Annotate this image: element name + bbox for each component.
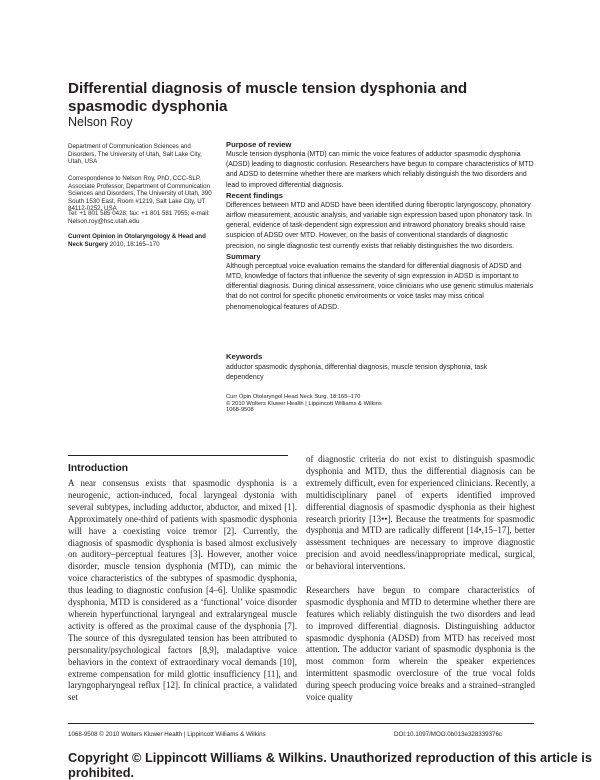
divider-left [68,455,288,456]
journal-volume: 2010, 18:165–170 [109,240,160,248]
introduction-heading: Introduction [68,463,129,474]
citation-line-1: Curr Opin Otolaryngol Head Neck Surg. 18:165–170 [226,394,361,400]
citation-line-3: 1068-9508 [226,407,254,414]
findings-text: Differences between MTD and ADSD have been identified during fiberoptic laryngoscopy, phonatory airflow measurement, acoustic analysis, and variable sign expression based upon phonatory task. In general, evidence of task-dependent sign expression and intraword phonatory breaks should raise suspicion of ADSD over MTD. However, on the basis of conventional standards of diagnostic precision, no single diagnostic test currently exists that reliably distinguishes the two disorders. [226,201,532,250]
body-paragraph: Researchers have begun to compare characteristics of spasmodic dysphonia and MTD to determine whether there are features which reliably distinguish the two disorders and lead to improved differential diagnosis. Distinguishing adductor spasmodic dysphonia (ADSD) from MTD has received most attention. The adductor variant of spasmodic dysphonia is the most common form wherein the speaker experiences intermittent spasmodic overclosure of the true vocal folds during speech producing voice breaks and a strained–strangled voice quality [306,584,535,703]
body-column-right [306,454,535,704]
author-name: Nelson Roy [68,115,133,129]
abstract [226,140,534,313]
purpose-heading: Purpose of review [226,140,292,149]
journal-name: Current Opinion in Otolaryngology & Head and Neck Surgery [68,233,206,248]
purpose-text: Muscle tension dysphonia (MTD) can mimic the voice features of adductor spasmodic dysphonia (ADSD) leading to diagnostic confusion. Researchers have begun to compare characteristics of MTD and ADSD to determine whether there are markers which reliably distinguish the two disorders and lead to improved differential diagnosis. [226,151,534,189]
article-title: Differential diagnosis of muscle tension dysphonia and spasmodic dysphonia [68,80,468,115]
body-paragraph: A near consensus exists that spasmodic dysphonia is a neurogenic, action-induced, focal laryngeal dystonia with several subtypes, including adductor, abductor, and mixed [1]. Approximately one-third of patients with spasmodic dysphonia will have a coexisting voice tremor [2]. Currently, the diagnosis of spasmodic dysphonia is based almost exclusively on auditory–perceptual features [3]. However, another voice disorder, muscle tension dysphonia (MTD), can mimic the voice characteristics of the subtypes of spasmodic dysphonia, thus leading to diagnostic confusion [4–6]. Unlike spasmodic dysphonia, MTD is considered as a ‘functional’ voice disorder wherein hyperfunctional laryngeal and extralaryngeal muscle activity is offered as the proximal cause of the dysphonia [7]. The source of this dysregulated tension has been attributed to personality/psychological factors [8,9], maladaptive voice behaviors in the context of extraordinary vocal demands [10], extreme compensation for mild glottic insufficiency [11], and laryngopharyngeal reflux [12]. In clinical practice, a validated set [68,478,297,703]
body-paragraph: of diagnostic criteria do not exist to distinguish spasmodic dysphonia and MTD, thus the differential diagnosis can be extremely difficult, even for experienced clinicians. Recently, a multidisciplinary panel of experts identified improved differential diagnosis of spasmodic dysphonia as their highest research priority [13••]. Because the treatments for spasmodic dysphonia and MTD are radically different [14•,15–17], better assessment techniques are necessary to improve diagnostic precision and avoid needless/inappropriate medical, surgical, or behavioral interventions. [306,454,535,572]
citation-block [226,394,526,414]
citation-line-2: © 2010 Wolters Kluwer Health | Lippincott Williams & Wilkins [226,400,382,407]
contact-info: Tel: +1 801 585 0428; fax: +1 801 581 7955; e-mail: Nelson.roy@hsc.utah.edu [68,210,210,225]
summary-heading: Summary [226,251,261,261]
body-column-left [68,478,297,704]
correspondence: Correspondence to Nelson Roy, PhD, CCC-SLP, Associate Professor, Department of Communication Sciences and Disorders, The University of Utah, 390 South 1530 East, Room #1219, Salt Lake City, UT 84112-0252, USA [68,175,212,212]
footer-divider [68,723,534,724]
findings-heading: Recent findings [226,190,283,200]
footer-left: 1068-9508 © 2010 Wolters Kluwer Health | Lippincott Williams & Wilkins [68,731,266,738]
footer-doi: DOI:10.1097/MOO.0b013e328339376c [394,731,503,738]
journal-info [68,233,218,248]
affiliation: Department of Communication Sciences and Disorders, The University of Utah, Salt Lake City, Utah, USA [68,143,202,165]
summary-text: Although perceptual voice evaluation remains the standard for differential diagnosis of ADSD and MTD, knowledge of factors that influence the severity of sign expression in ADSD is important to differential diagnosis. During clinical assessment, voice clinicians who use generic stimulus materials that do not control for specific phonetic environments or voice tasks may miss critical phenomenological features of ADSD. [226,262,534,311]
keywords-heading: Keywords [226,352,263,361]
copyright-notice: Copyright © Lippincott Williams & Wilkins. Unauthorized reproduction of this article is prohibited. [68,750,592,780]
keywords-text: adductor spasmodic dysphonia, differential diagnosis, muscle tension dysphonia, task dependency [226,364,488,382]
